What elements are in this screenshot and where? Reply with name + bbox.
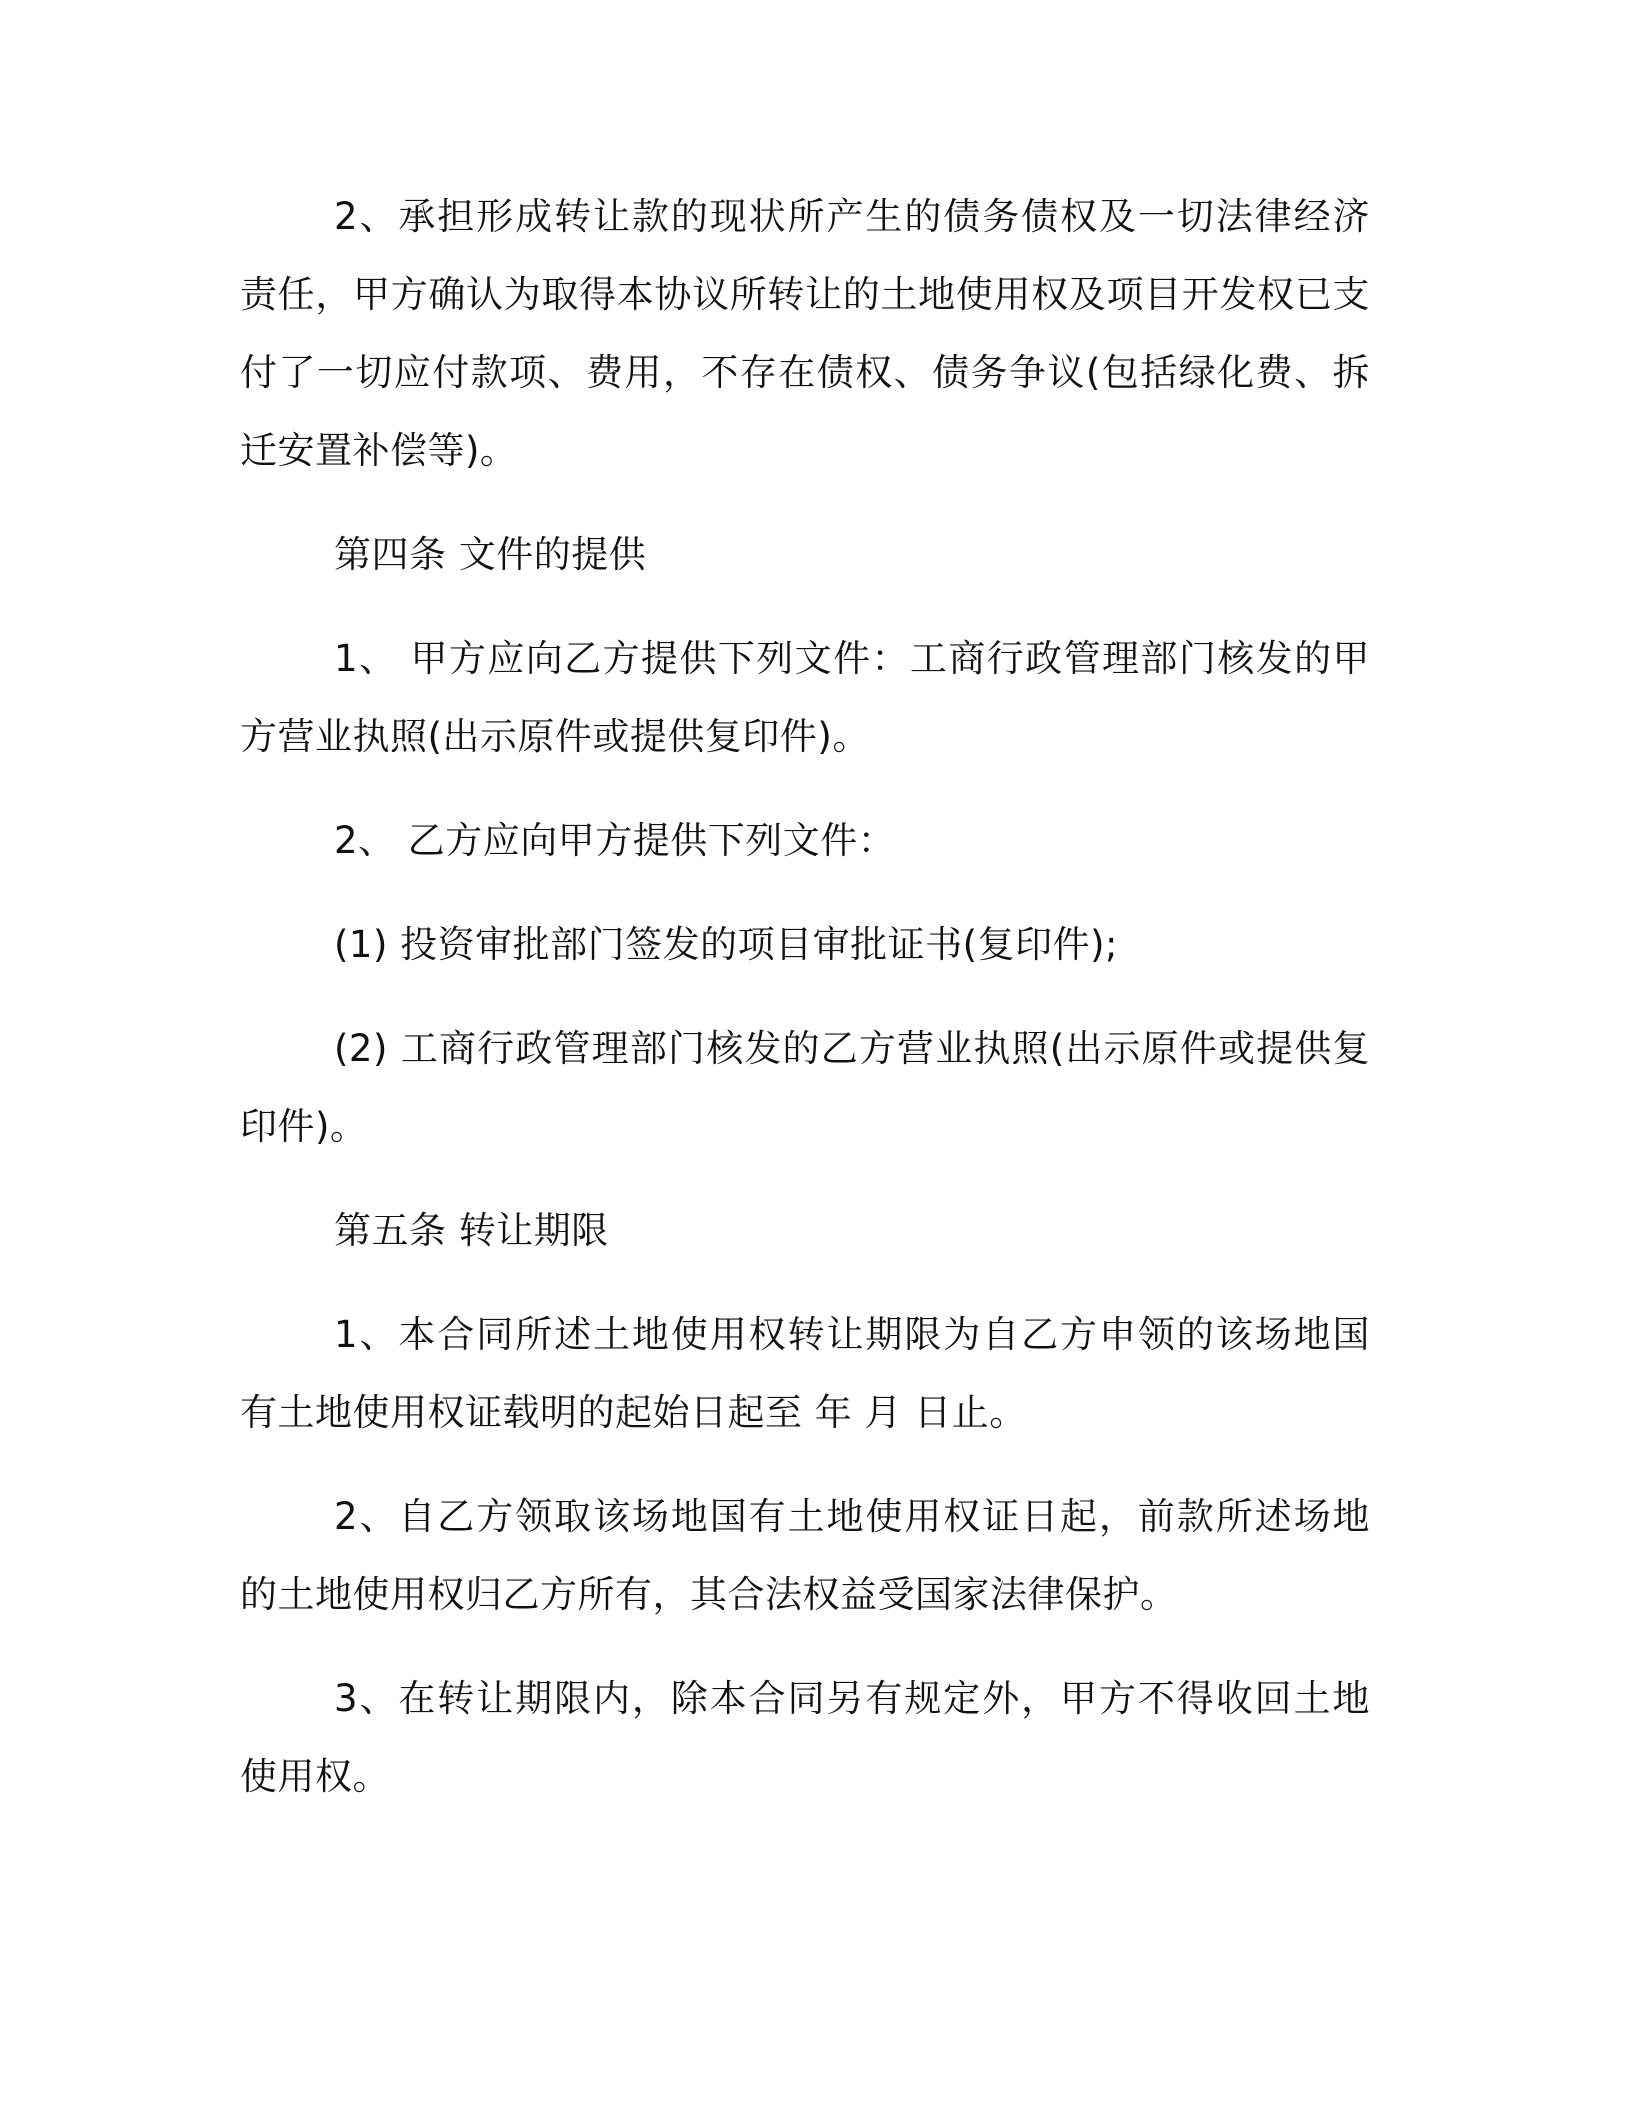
paragraph-article-4-item-1: 1、 甲方应向乙方提供下列文件：工商行政管理部门核发的甲方营业执照(出示原件或提供复印件)。 <box>240 637 1370 758</box>
heading-article-5: 第五条 转让期限 <box>334 1209 609 1252</box>
paragraph-article-5-item-3: 3、在转让期限内，除本合同另有规定外，甲方不得收回土地使用权。 <box>240 1677 1370 1798</box>
paragraph-article-4-item-2-sub-1: (1) 投资审批部门签发的项目审批证书(复印件); <box>334 923 1119 966</box>
paragraph-article-4-item-2-sub-2: (2) 工商行政管理部门核发的乙方营业执照(出示原件或提供复印件)。 <box>240 1027 1370 1148</box>
heading-article-4: 第四条 文件的提供 <box>334 533 647 576</box>
document-body <box>240 178 1370 1842</box>
paragraph-article-4-item-2: 2、 乙方应向甲方提供下列文件： <box>334 819 896 862</box>
paragraph-article-5-item-2: 2、自乙方领取该场地国有土地使用权证日起，前款所述场地的土地使用权归乙方所有，其合法权益受国家法律保护。 <box>240 1495 1370 1616</box>
paragraph-clause-3-item-2: 2、承担形成转让款的现状所产生的债务债权及一切法律经济责任，甲方确认为取得本协议所转让的土地使用权及项目开发权已支付了一切应付款项、费用，不存在债权、债务争议(包括绿化费、拆迁安置补偿等)。 <box>240 195 1370 472</box>
paragraph-article-5-item-1: 1、本合同所述土地使用权转让期限为自乙方申领的该场地国有土地使用权证载明的起始日起至 年 月 日止。 <box>240 1313 1370 1434</box>
